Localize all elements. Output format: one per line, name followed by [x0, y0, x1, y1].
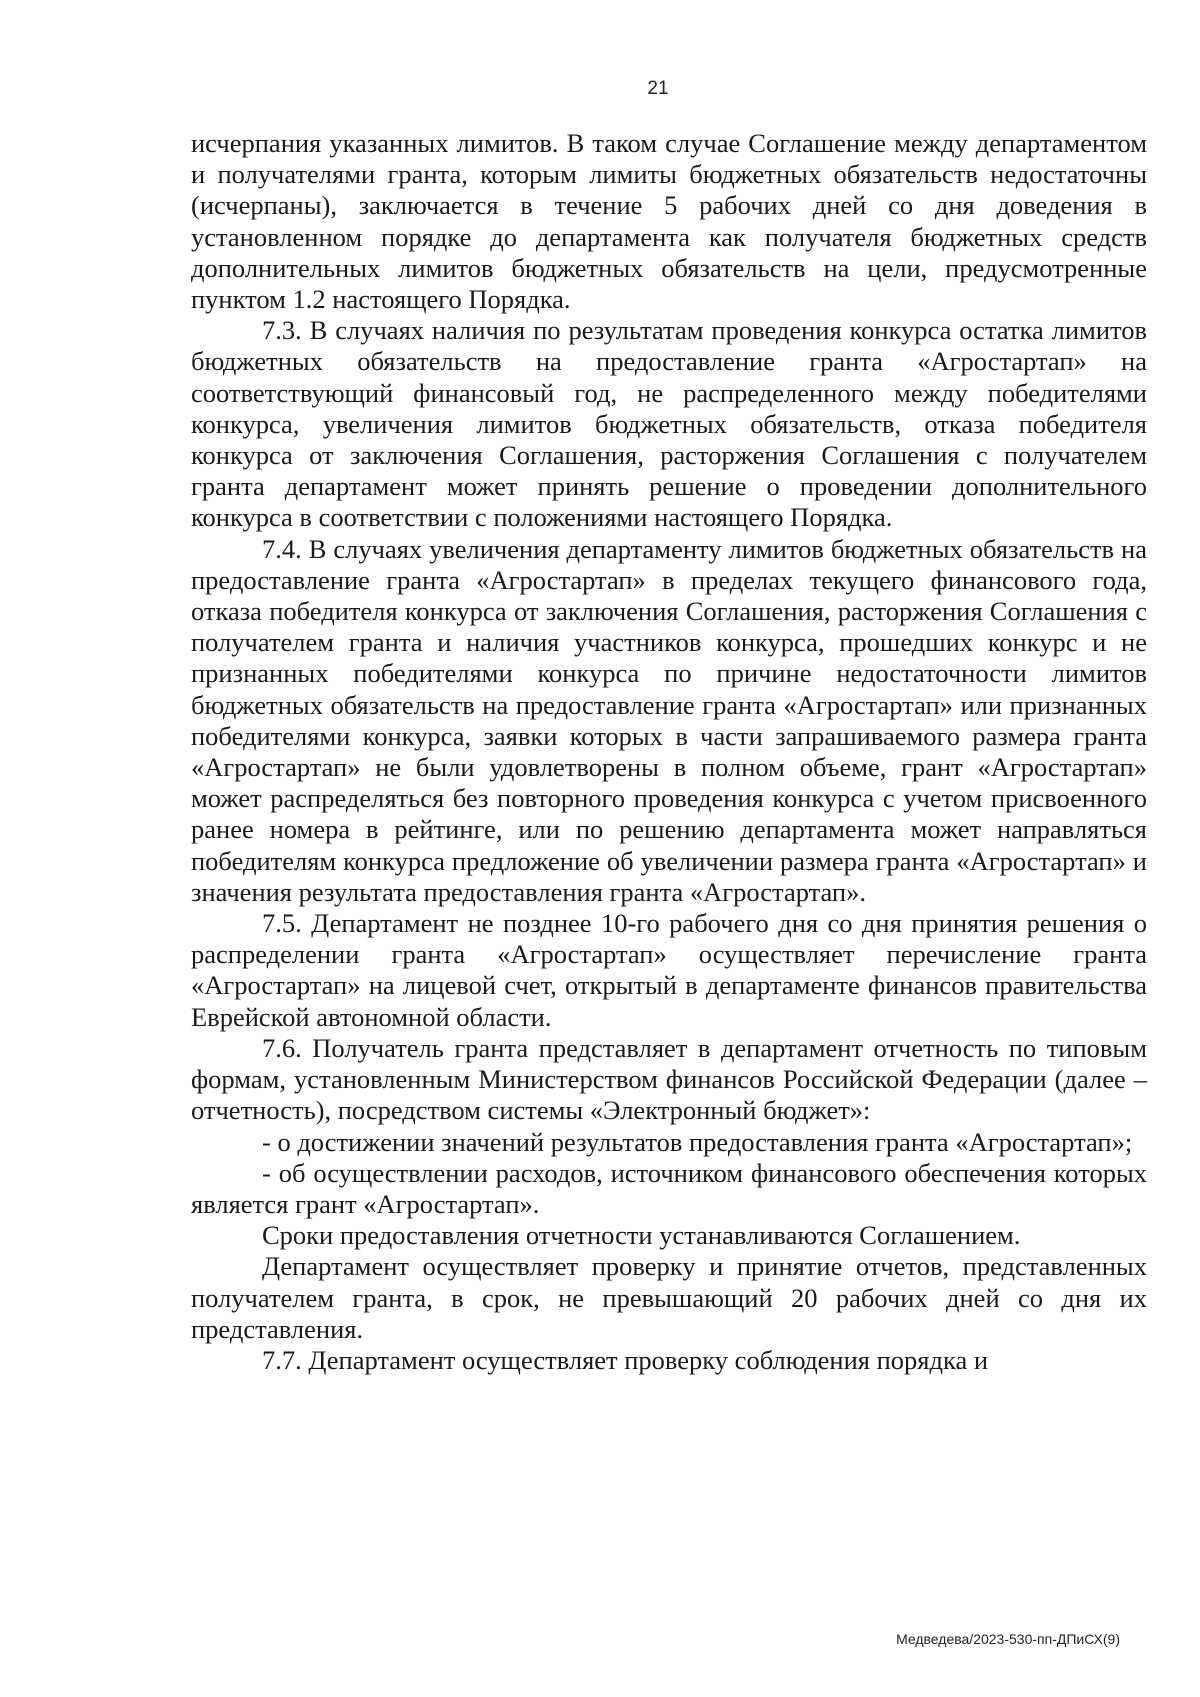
paragraph-reporting-deadlines: Сроки предоставления отчетности устанавливаются Соглашением. — [262, 1220, 1021, 1251]
list-item-results: - о достижении значений результатов предоставления гранта «Агростартап»; — [262, 1126, 1133, 1157]
paragraph-7-4: 7.4. В случаях увеличения департаменту лимитов бюджетных обязательств на предоставление гранта «Агростартап» в пределах текущего финансового года, отказа победителя конкурса от заключения Соглашения, расторжения Соглашения с получателем гранта и наличия участников конкурса, прошедших конкурс и не признанных победителями конкурса по причине недостаточности лимитов бюджетных обязательств на предоставление гранта «Агростартап» или признанных победителями конкурса, заявки которых в части запрашиваемого размера гранта «Агростартап» не были удовлетворены в полном объеме, грант «Агростартап» может распределяться без повторного проведения конкурса с учетом присвоенного ранее номера в рейтинге, или по решению департамента может направляться победителям конкурса предложение об увеличении размера гранта «Агростартап» и значения результата предоставления гранта «Агростартап». — [191, 533, 1147, 907]
paragraph-7-7: 7.7. Департамент осуществляет проверку соблюдения порядка и — [262, 1344, 989, 1375]
paragraph-7-6: 7.6. Получатель гранта представляет в департамент отчетность по типовым формам, установленным Министерством финансов Российской Федерации (далее – отчетность), посредством системы «Электронный бюджет»: — [191, 1032, 1147, 1126]
list-item-expenses: - об осуществлении расходов, источником финансового обеспечения которых является грант «Агростартап». — [191, 1157, 1147, 1219]
paragraph-7-5: 7.5. Департамент не позднее 10-го рабочего дня со дня принятия решения о распределении гранта «Агростартап» осуществляет перечисление гранта «Агростартап» на лицевой счет, открытый в департаменте финансов правительства Еврейской автономной области. — [191, 908, 1147, 1032]
document-footer-code: Медведева/2023-530-пп-ДПиСХ(9) — [896, 1631, 1120, 1647]
paragraph-7-3: 7.3. В случаях наличия по результатам проведения конкурса остатка лимитов бюджетных обязательств на предоставление гранта «Агростартап» на соответствующий финансовый год, не распределенного между победителями конкурса, увеличения лимитов бюджетных обязательств, отказа победителя конкурса от заключения Соглашения, расторжения Соглашения с получателем гранта департамент может принять решение о проведении дополнительного конкурса в соответствии с положениями настоящего Порядка. — [191, 315, 1147, 533]
document-body — [191, 128, 1147, 1376]
paragraph-report-review: Департамент осуществляет проверку и принятие отчетов, представленных получателем гранта, в срок, не превышающий 20 рабочих дней со дня их представления. — [191, 1251, 1147, 1344]
paragraph-continuation: исчерпания указанных лимитов. В таком случае Соглашение между департаментом и получателями гранта, которым лимиты бюджетных обязательств недостаточны (исчерпаны), заключается в течение 5 рабочих дней со дня доведения в установленном порядке до департамента как получателя бюджетных средств дополнительных лимитов бюджетных обязательств на цели, предусмотренные пунктом 1.2 настоящего Порядка. — [191, 128, 1147, 315]
page-number: 21 — [647, 78, 669, 99]
